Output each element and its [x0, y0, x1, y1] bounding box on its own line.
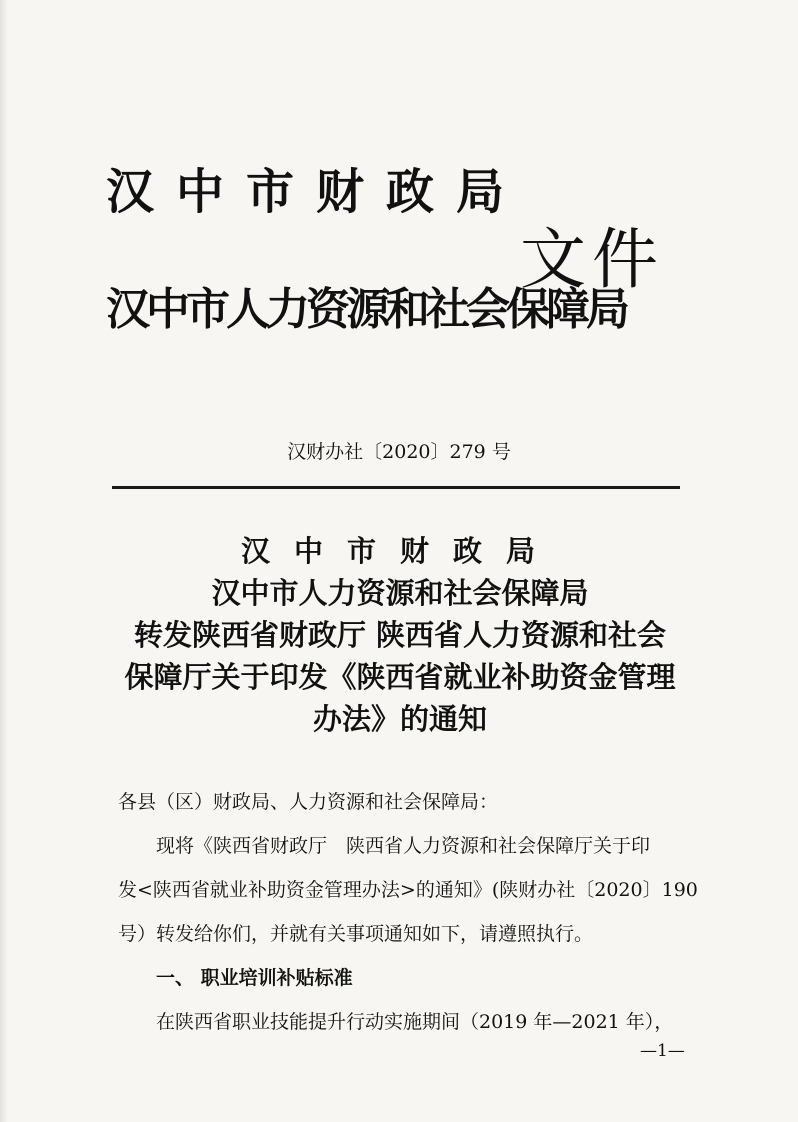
body-paragraph-line: 现将《陕西省财政厅 陕西省人力资源和社会保障厅关于印: [156, 835, 651, 857]
salutation: 各县（区）财政局、人力资源和社会保障局：: [118, 791, 499, 813]
issuer-name-finance-bureau: 汉中市财政局: [106, 164, 527, 220]
document-title: [110, 530, 690, 740]
body-paragraph-line: 在陕西省职业技能提升行动实施期间（2019 年—2021 年），: [156, 1011, 674, 1033]
header-divider: [112, 486, 680, 489]
body-paragraph-line: 发<陕西省就业补助资金管理办法>的通知》(陕财办社〔2020〕190: [118, 879, 698, 901]
body-paragraph-line: 号）转发给你们，并就有关事项通知如下，请遵照执行。: [118, 923, 594, 945]
page-number: —1—: [640, 1041, 685, 1061]
document-type-label: 文件: [520, 221, 664, 298]
page-edge: [0, 0, 8, 1122]
title-line: 汉中市人力资源和社会保障局: [211, 576, 589, 610]
section-heading: 一、 职业培训补贴标准: [156, 967, 353, 989]
document-header: [100, 160, 700, 350]
title-line: 办法》的通知: [312, 702, 487, 736]
title-line: 保障厅关于印发《陕西省就业补助资金管理: [124, 660, 676, 694]
issuer-name-hr-bureau: 汉中市人力资源和社会保障局: [106, 284, 626, 335]
title-line: 汉中市财政局: [240, 534, 559, 568]
document-number: 汉财办社〔2020〕279 号: [287, 441, 511, 463]
title-line: 转发陕西省财政厅 陕西省人力资源和社会: [133, 618, 667, 652]
